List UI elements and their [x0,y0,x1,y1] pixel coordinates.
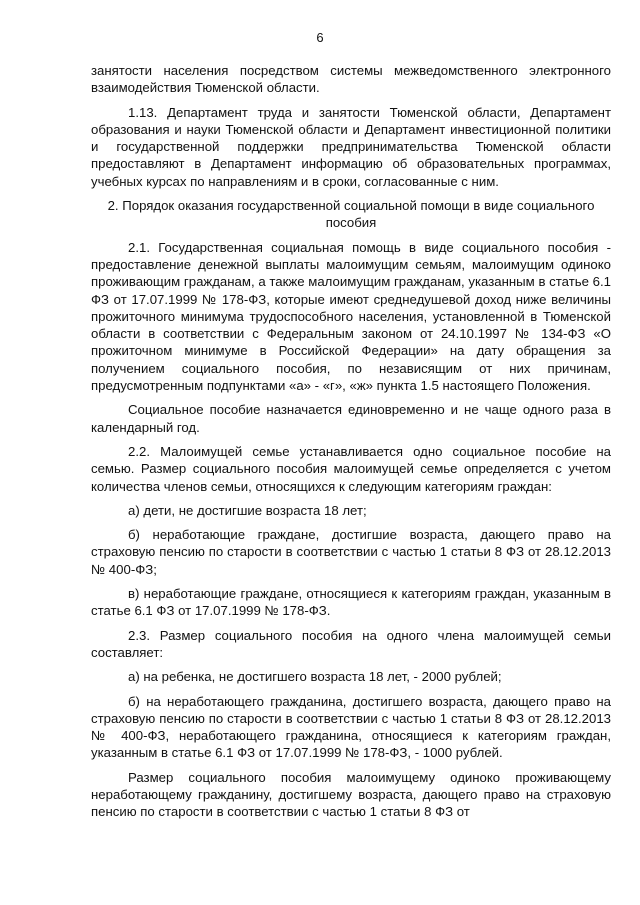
paragraph-1-13: 1.13. Департамент труда и занятости Тюменской области, Департамент образования и науки Тюменской области и Департамент инвестиционной политики и государственной поддержки предпринимательства Тюменской области предоставляют в Департамент информацию об образовательных программах, учебных курсах по направлениям и в сроки, согласованные с ним. [91,104,611,189]
list-item-a: а) дети, не достигшие возраста 18 лет; [128,502,367,518]
paragraph-2-2: 2.2. Малоимущей семье устанавливается одно социальное пособие на семью. Размер социального пособия малоимущей семье определяется с учетом количества членов семьи, относящихся к следующим категориям граждан: [91,443,611,494]
paragraph-single-citizen: Размер социального пособия малоимущему одиноко проживающему неработающему гражданину, достигшему возраста, дающего право на страховую пенсию по старости в соответствии с частью 1 статьи 8 ФЗ от [91,769,611,820]
paragraph-once-per-year: Социальное пособие назначается единовременно и не чаще одного раза в календарный год. [91,402,611,435]
paragraph-continuation: занятости населения посредством системы межведомственного электронного взаимодействия Тюменской области. [91,63,611,96]
paragraph-2-3: 2.3. Размер социального пособия на одного члена малоимущей семьи составляет: [91,627,611,660]
list-item-b: б) неработающие граждане, достигшие возраста, дающего право на страховую пенсию по старости в соответствии с частью 1 статьи 8 ФЗ от 28.12.2013 № 400-ФЗ; [91,527,611,577]
section-heading: 2. Порядок оказания государственной социальной помощи в виде социального пособия [107,198,595,231]
list-item-c: в) неработающие граждане, относящиеся к категориям граждан, указанным в статье 6.1 ФЗ от 17.07.1999 № 178-ФЗ. [91,586,611,619]
document-body [91,62,611,828]
list-item-a-amount: а) на ребенка, не достигшего возраста 18 лет, - 2000 рублей; [128,669,502,685]
list-item-b-amount: б) на неработающего гражданина, достигшего возраста, дающего право на страховую пенсию по старости в соответствии с частью 1 статьи 8 ФЗ от 28.12.2013 № 400-ФЗ, неработающего гражданина, относящиеся к категориям граждан, указанным в статье 6.1 ФЗ от 17.07.1999 № 178-ФЗ, - 1000 рублей. [91,693,611,761]
paragraph-2-1: 2.1. Государственная социальная помощь в виде социального пособия - предоставление денежной выплаты малоимущим семьям, малоимущим одиноко проживающим гражданам, а также малоимущим гражданам, указанным в статье 6.1 ФЗ от 17.07.1999 № 178-ФЗ, которые имеют среднедушевой доход ниже величины прожиточного минимума трудоспособного населения, установленной в Тюменской области в соответствии с Федеральным законом от 24.10.1997 № 134-ФЗ «О прожиточном минимуме в Российской Федерации» на дату обращения за получением социального пособия, по независящим от них причинам, предусмотренным подпунктами «а» - «г», «ж» пункта 1.5 настоящего Положения. [91,239,611,394]
page-number: 6 [316,30,324,45]
